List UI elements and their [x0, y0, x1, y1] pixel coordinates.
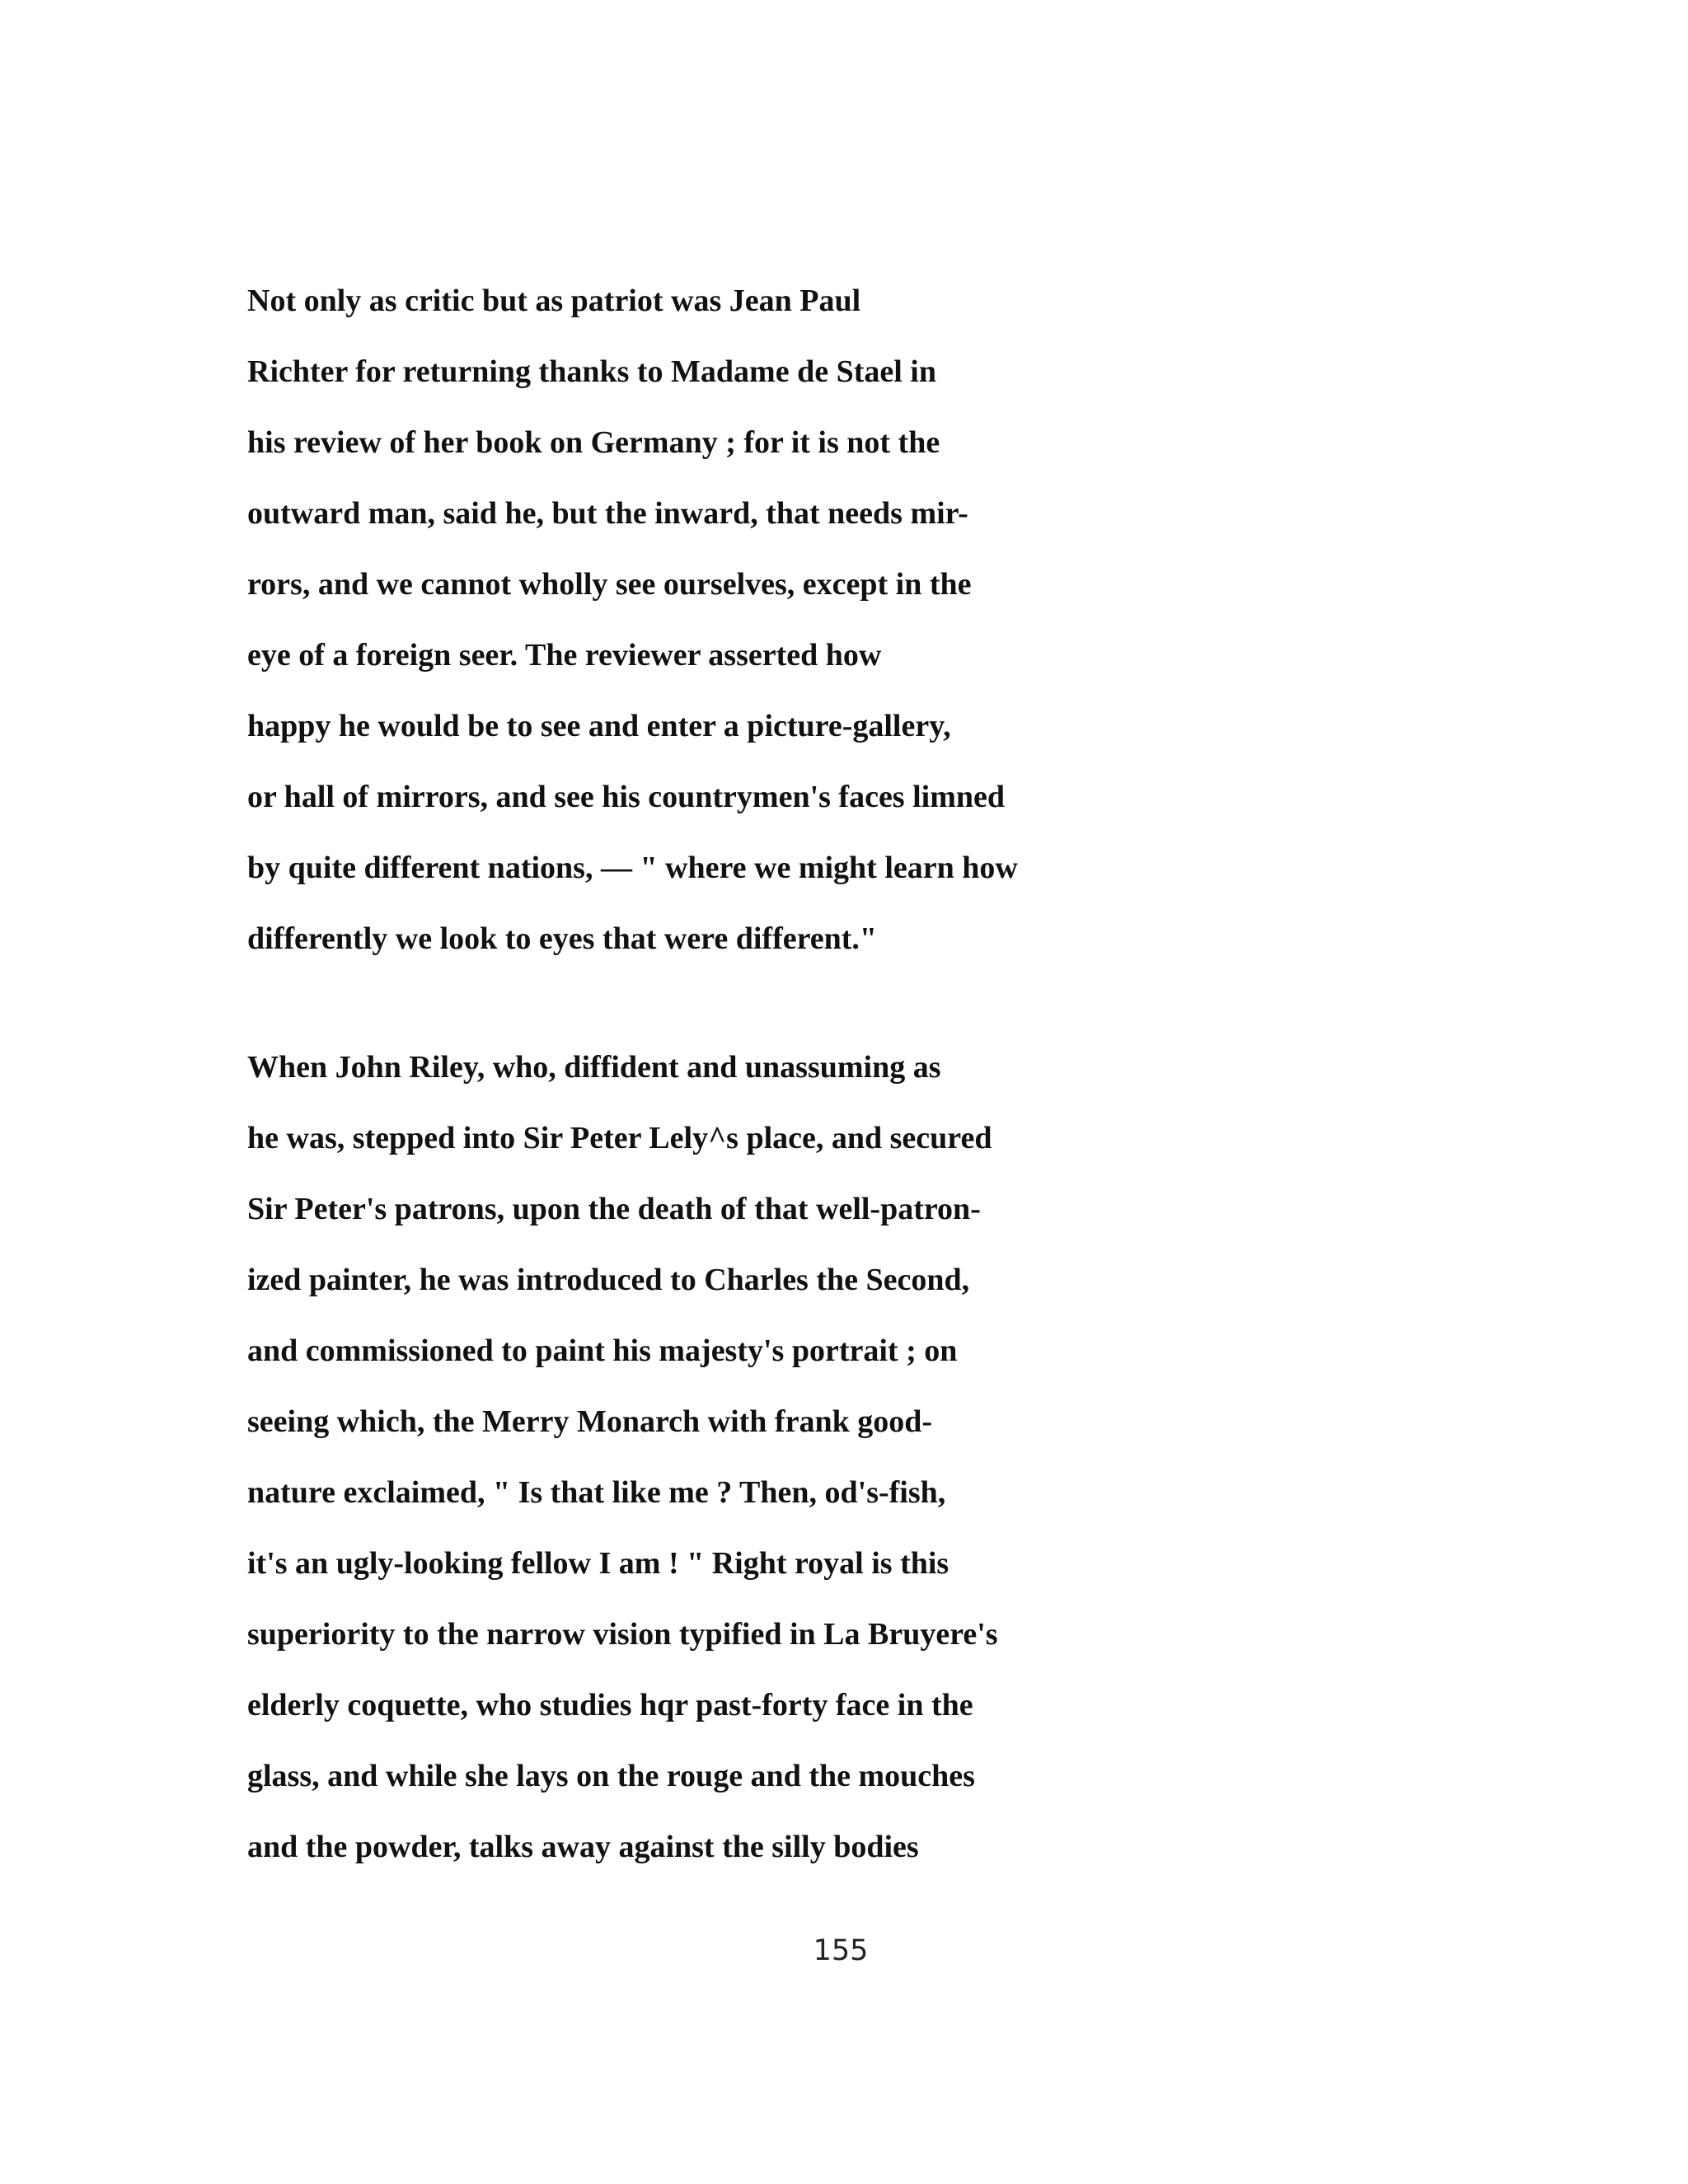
paragraph-john-riley — [247, 1032, 1484, 1882]
paragraph-jean-paul-richter — [247, 265, 1484, 974]
text-line: glass, and while she lays on the rouge and the mouches — [247, 1759, 975, 1793]
text-line: he was, stepped into Sir Peter Lely^s place, and secured — [247, 1121, 992, 1155]
text-line: outward man, said he, but the inward, that needs mir- — [247, 496, 968, 531]
text-line: his review of her book on Germany ; for it is not the — [247, 425, 940, 460]
text-line: elderly coquette, who studies hqr past-forty face in the — [247, 1688, 973, 1722]
text-line: Sir Peter's patrons, upon the death of that well-patron- — [247, 1192, 981, 1226]
text-line: and commissioned to paint his majesty's portrait ; on — [247, 1333, 958, 1368]
text-line: differently we look to eyes that were different." — [247, 921, 878, 956]
text-line: seeing which, the Merry Monarch with frank good- — [247, 1404, 933, 1439]
text-line: or hall of mirrors, and see his countrymen's faces limned — [247, 780, 1005, 814]
text-line: it's an ugly-looking fellow I am ! " Right royal is this — [247, 1546, 950, 1581]
text-line: and the powder, talks away against the silly bodies — [247, 1830, 919, 1864]
text-line: Not only as critic but as patriot was Jean Paul — [247, 284, 861, 318]
text-line: rors, and we cannot wholly see ourselves, except in the — [247, 567, 972, 602]
text-line: nature exclaimed, " Is that like me ? Then, od's-fish, — [247, 1475, 946, 1510]
text-line: eye of a foreign seer. The reviewer asserted how — [247, 638, 882, 673]
text-line: Richter for returning thanks to Madame de Stael in — [247, 354, 936, 389]
text-line: happy he would be to see and enter a picture-gallery, — [247, 709, 951, 743]
text-line: When John Riley, who, diffident and unassuming as — [247, 1050, 941, 1085]
page-number: 155 — [813, 1934, 869, 1967]
text-line: by quite different nations, — " where we might learn how — [247, 851, 1018, 885]
text-line: ized painter, he was introduced to Charles the Second, — [247, 1263, 970, 1297]
text-line: superiority to the narrow vision typified in La Bruyere's — [247, 1617, 998, 1652]
